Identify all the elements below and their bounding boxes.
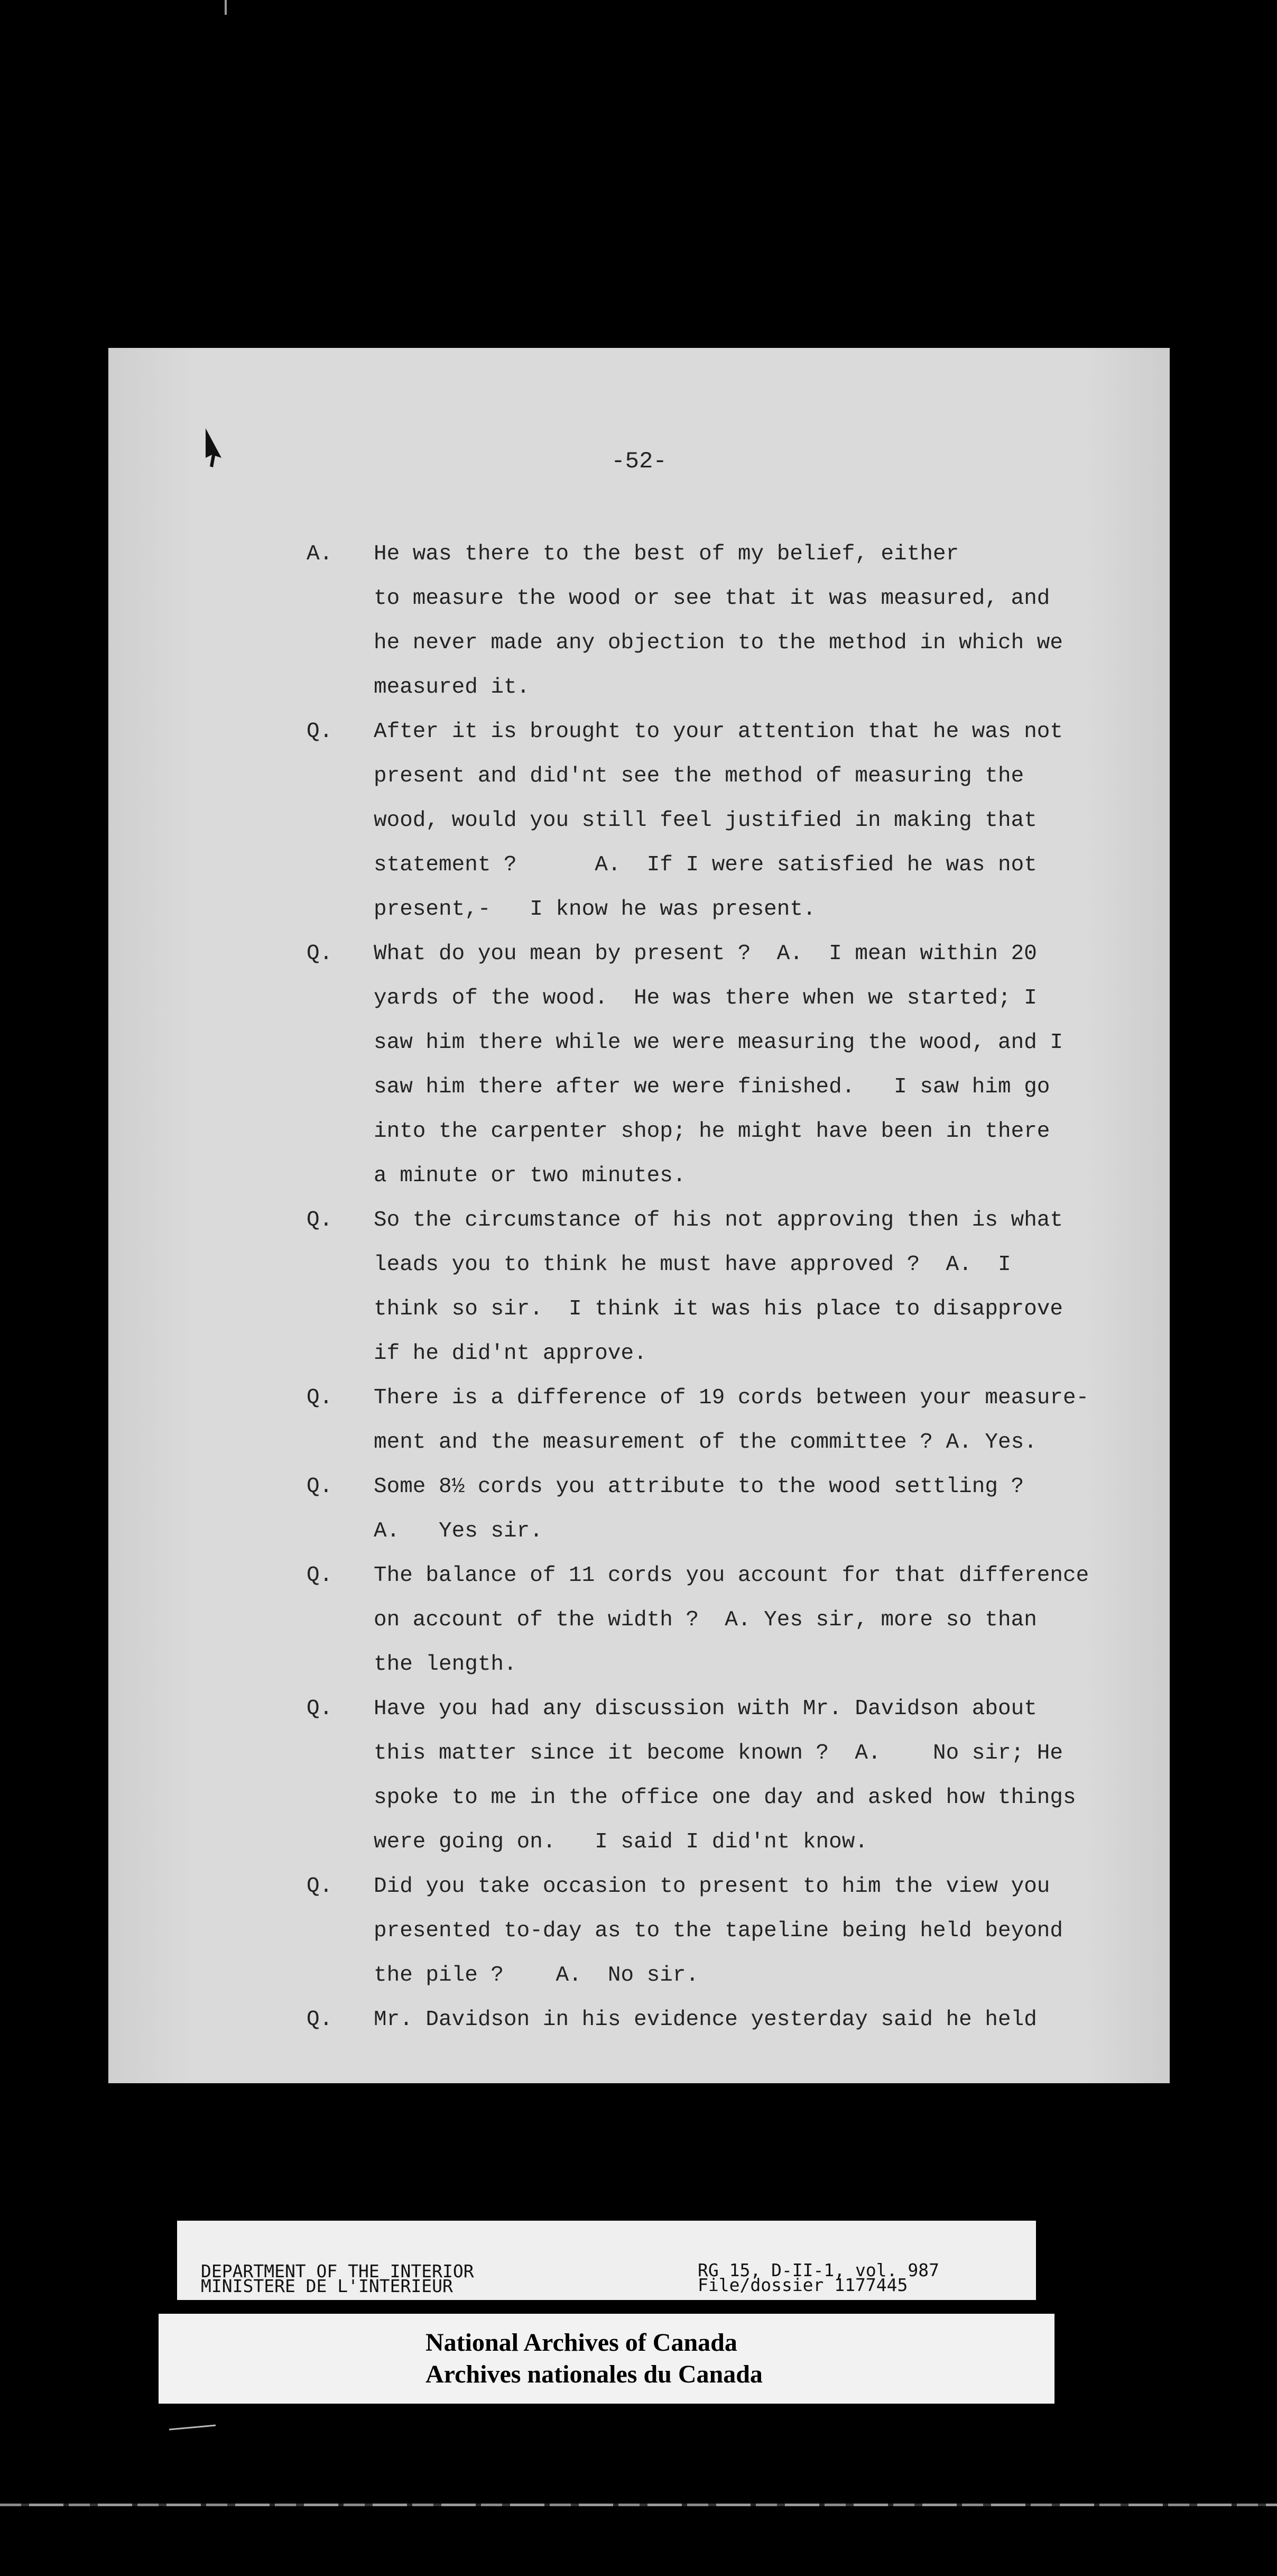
- scan-scratch-mark: [169, 2424, 217, 2431]
- speaker-label: A.: [307, 542, 333, 566]
- speaker-label: Q.: [307, 1563, 333, 1588]
- typed-page: [108, 348, 1170, 2083]
- archives-name-french: Archives nationales du Canada: [425, 2360, 763, 2388]
- speaker-label: Q.: [307, 1874, 333, 1899]
- speaker-label: Q.: [307, 720, 333, 744]
- transcript-line: After it is brought to your attention that he was not: [374, 720, 1063, 744]
- transcript-line: think so sir. I think it was his place to disapprove: [374, 1297, 1063, 1321]
- transcript-line: A. Yes sir.: [374, 1519, 543, 1543]
- transcript-line: Have you had any discussion with Mr. Davidson about: [374, 1697, 1037, 1721]
- transcript-line: presented to-day as to the tapeline being held beyond: [374, 1919, 1063, 1943]
- speaker-label: Q.: [307, 1475, 333, 1499]
- transcript-line: ment and the measurement of the committee ? A. Yes.: [374, 1430, 1037, 1455]
- transcript-line: He was there to the best of my belief, either: [374, 542, 959, 566]
- archive-reference-label: [177, 2221, 1036, 2300]
- file-number: File/dossier 1177445: [698, 2275, 908, 2295]
- transcript-line: were going on. I said I did'nt know.: [374, 1830, 868, 1854]
- transcript-line: the length.: [374, 1652, 517, 1677]
- transcript-line: So the circumstance of his not approving then is what: [374, 1208, 1063, 1232]
- speaker-label: Q.: [307, 1386, 333, 1410]
- scan-edge-mark: [225, 0, 227, 15]
- transcript-line: he never made any objection to the method in which we: [374, 631, 1063, 655]
- transcript-line: yards of the wood. He was there when we started; I: [374, 986, 1037, 1010]
- transcript-line: saw him there while we were measuring the wood, and I: [374, 1031, 1063, 1055]
- transcript-line: measured it.: [374, 675, 530, 700]
- transcript-line: into the carpenter shop; he might have been in there: [374, 1119, 1050, 1144]
- transcript-line: if he did'nt approve.: [374, 1341, 647, 1366]
- transcript-line: to measure the wood or see that it was measured, and: [374, 586, 1050, 611]
- transcript-line: leads you to think he must have approved ? A. I: [374, 1253, 1011, 1277]
- speaker-label: Q.: [307, 942, 333, 966]
- national-archives-label: [159, 2314, 1054, 2404]
- transcript-line: spoke to me in the office one day and asked how things: [374, 1786, 1076, 1810]
- speaker-label: Q.: [307, 2008, 333, 2032]
- transcript-line: saw him there after we were finished. I saw him go: [374, 1075, 1050, 1099]
- transcript-line: Some 8½ cords you attribute to the wood settling ?: [374, 1475, 1024, 1499]
- record-group-reference: RG 15, D-II-1, vol. 987: [698, 2260, 939, 2280]
- transcript-line: a minute or two minutes.: [374, 1164, 686, 1188]
- department-french: MINISTERE DE L'INTERIEUR: [201, 2276, 453, 2296]
- page-number: -52-: [611, 448, 667, 475]
- transcript-line: statement ? A. If I were satisfied he was not: [374, 853, 1037, 877]
- scan-bottom-edge: [0, 2504, 1277, 2506]
- transcript-line: the pile ? A. No sir.: [374, 1963, 699, 1988]
- speaker-label: Q.: [307, 1208, 333, 1232]
- transcript-line: There is a difference of 19 cords between your measure-: [374, 1386, 1089, 1410]
- transcript-line: this matter since it become known ? A. No sir; He: [374, 1741, 1063, 1765]
- archives-name-english: National Archives of Canada: [425, 2329, 737, 2357]
- transcript-line: present and did'nt see the method of measuring the: [374, 764, 1024, 788]
- transcript-line: Mr. Davidson in his evidence yesterday said he held: [374, 2008, 1037, 2032]
- transcript-line: on account of the width ? A. Yes sir, more so than: [374, 1608, 1037, 1632]
- department-english: DEPARTMENT OF THE INTERIOR: [201, 2261, 474, 2281]
- speaker-label: Q.: [307, 1697, 333, 1721]
- transcript-line: Did you take occasion to present to him the view you: [374, 1874, 1050, 1899]
- transcript-line: wood, would you still feel justified in making that: [374, 808, 1037, 833]
- transcript-line: present,- I know he was present.: [374, 897, 816, 922]
- transcript-line: What do you mean by present ? A. I mean within 20: [374, 942, 1037, 966]
- transcript-line: The balance of 11 cords you account for that difference: [374, 1563, 1089, 1588]
